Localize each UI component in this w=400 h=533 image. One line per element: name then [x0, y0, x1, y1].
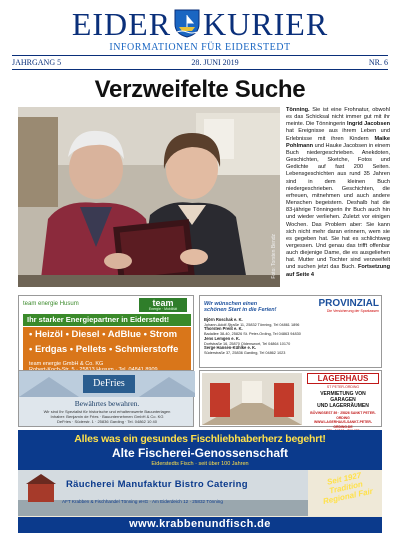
masthead [0, 0, 400, 74]
agent-address: Badallee 38-40, 25826 St. Peter-Ording, Tel 04863 94830 [204, 332, 301, 337]
team-contact-company: team energie GmbH & Co. KG [29, 361, 104, 367]
defries-detail-1: Wir sind Ihr Spezialist für historische und erhaltenswerte Bauunterlagen [43, 409, 171, 414]
team-left-tag: team energie Husum [23, 301, 79, 307]
newspaper-title [0, 8, 400, 40]
ad-fischerei[interactable] [18, 430, 382, 533]
agent-name: Jens Lemgen e. K. [204, 335, 240, 341]
fischerei-website-link[interactable]: www.krabbenundfisch.de [18, 517, 382, 532]
harbour-illustration [18, 470, 308, 516]
lagerhaus-offer-3: UND LAGERRÄUMEN [317, 403, 369, 409]
issue-year: JAHRGANG 5 [12, 58, 62, 67]
fischerei-headline: Alles was ein gesundes Fischliebhaberherz begehrt! [74, 433, 326, 445]
team-logo-text: team [152, 298, 174, 308]
lagerhaus-offer-2: GARAGEN [330, 397, 356, 403]
provinzial-header [204, 298, 379, 316]
lagerhaus-website[interactable]: WWW.LAGERHAUS-SANKT-PETER-ORDING.DE [313, 420, 372, 429]
agent-name: Serge Hansen-Kühlke e. K. [204, 345, 257, 351]
defries-banner [19, 371, 195, 397]
article-continued: Fortsetzung auf Seite 4 [286, 264, 390, 278]
article-text-2: hat Ereignisse aus ihrem Leben und Erlebnisse mit ihren Kindern [286, 128, 390, 142]
team-logo [139, 298, 187, 312]
ad-provinzial[interactable] [199, 295, 382, 368]
provinzial-logo [318, 298, 379, 313]
defries-slogan: Bewährtes bewahren. [74, 399, 140, 408]
photo-credit: Foto: Torsten Bendz [271, 234, 277, 279]
title-right: KURIER [203, 6, 329, 42]
article-headline: Verzweifelte Suche [94, 76, 306, 103]
defries-logo: DeFries [83, 375, 135, 393]
team-logo-sub: Energie · Mobilität [148, 307, 178, 311]
provinzial-greeting-2: schönen Start in die Ferien! [204, 307, 277, 313]
issue-number: NR. 6 [368, 58, 388, 67]
agent-name: Björn Roschak e. K. [204, 317, 243, 322]
defries-detail-2: Inhaber: Benjamin de Fries · Bauunternehmen GmbH & Co. KG [50, 414, 164, 419]
agent-address: Süderstraße 37, 25836 Garding, Tel 04862 1023 [204, 350, 286, 355]
article-text-1: Sie ist eine Frohnatur, obwohl es das Schicksal nicht immer gut mit ihr meinte. Die Tönningerin [286, 107, 390, 128]
fischerei-photo [18, 470, 308, 516]
defries-detail-3: DeFries · Süderstr. 1 · 25836 Garding · Tel. 04862 10 40 [57, 419, 157, 424]
provinzial-logo-sub: Die Versicherung der Sparkassen [326, 309, 379, 313]
agent-address: Johann-Adolf-Straße 11, 25832 Tönning, Tel 04861 1896 [204, 322, 300, 327]
lagerhaus-address-1: BÖVINGSEST 89 · 25826 SANKT PETER-ORDING [310, 411, 376, 420]
masthead-rule-bottom [12, 69, 388, 70]
photo-illustration [18, 107, 280, 287]
lagerhaus-logo: LAGERHAUS [307, 373, 379, 384]
lagerhaus-offer-1: VERMIETUNG VON [320, 391, 366, 397]
provinzial-greeting [204, 301, 276, 313]
article-name-1: Ingrid Jacobsen [347, 121, 390, 128]
team-headline-bar: Ihr starker Energiepartner in Eiderstedt! [23, 314, 191, 326]
team-logo-row [19, 298, 195, 312]
provinzial-greeting-1: Wir wünschen einen [204, 301, 258, 307]
article-photo [18, 107, 280, 287]
article-body [286, 107, 390, 289]
masthead-rule-top [12, 55, 388, 56]
issue-date: 28. JUNI 2019 [191, 58, 239, 67]
team-products-line-2: • Erdgas • Pellets • Schmierstoffe [29, 344, 179, 355]
fischerei-badge: Seit 1927 Tradition Regional Fair [322, 470, 374, 506]
fischerei-services: Räucherei Manufaktur Bistro Catering [66, 479, 248, 490]
article-name-2: Maike Pohlmann [286, 135, 390, 149]
team-products-line-1: • Heizöl • Diesel • AdBlue • Strom [29, 329, 178, 340]
provinzial-agent-list [204, 318, 379, 356]
provinzial-agent [204, 346, 379, 355]
lagerhaus-offer [305, 391, 381, 409]
ad-defries[interactable] [18, 370, 194, 427]
agent-address: Dorfstraße 16, 25870 Oldenswort, Tel 04864 10170 [204, 341, 291, 346]
article-dateline: Tönning. [286, 107, 310, 113]
agent-name: Thorsten Preiß e. K. [204, 326, 243, 332]
hallway-illustration [202, 373, 302, 425]
issue-info [12, 58, 388, 67]
article-text-3: und Hauke Jacobsen in einem Buch niedergeschrieben. Anekdoten, Geschichten, Sketche, Fotos und Gedichte auf fast 200 Seiten. Lebensgeschichten aus rund 35 Jahren sind in dem kleinen Buch niedergeschrieben. Geschichten, die erfreuen, mitnehmen und auch andere Menschen begeistern. Deshalb hat die 83-jährige Tönningerin ihr Buch auch hin und wieder verliehen. Zuletzt vor einigen Wochen. Das Problem aber: Sie kann sich nicht mehr daran erinnern, wem sie es gegeben hat. Sie hat es schlichtweg vergessen. Und genau das trifft offenbar auch diejenige Dame, die es ausgeliehen hat. Mutter und Tochter sind verzweifelt und suchen jetzt das Buch. [286, 142, 390, 271]
fischerei-address: AFT Krabben & Fischhandel Tönning eHG · Am Eiderdeich 12 · 25832 Tönning [62, 499, 223, 504]
crest-ship-icon [173, 8, 201, 38]
lagerhaus-info [305, 373, 381, 429]
team-products-panel [23, 327, 191, 375]
provinzial-logo-text: PROVINZIAL [318, 298, 379, 309]
fischerei-tagline: Eiderstedts Fisch · seit über 100 Jahren [151, 461, 249, 467]
title-left: EIDER [71, 6, 172, 42]
ad-lagerhaus[interactable] [199, 370, 382, 427]
lagerhaus-logo-sub: ST PETER-ORDING [326, 385, 360, 389]
newspaper-subtitle: INFORMATIONEN FÜR EIDERSTEDT [109, 42, 291, 53]
defries-details [19, 409, 195, 424]
lagerhaus-photo [202, 373, 302, 425]
fischerei-name: Alte Fischerei-Genossenschaft [111, 446, 289, 460]
